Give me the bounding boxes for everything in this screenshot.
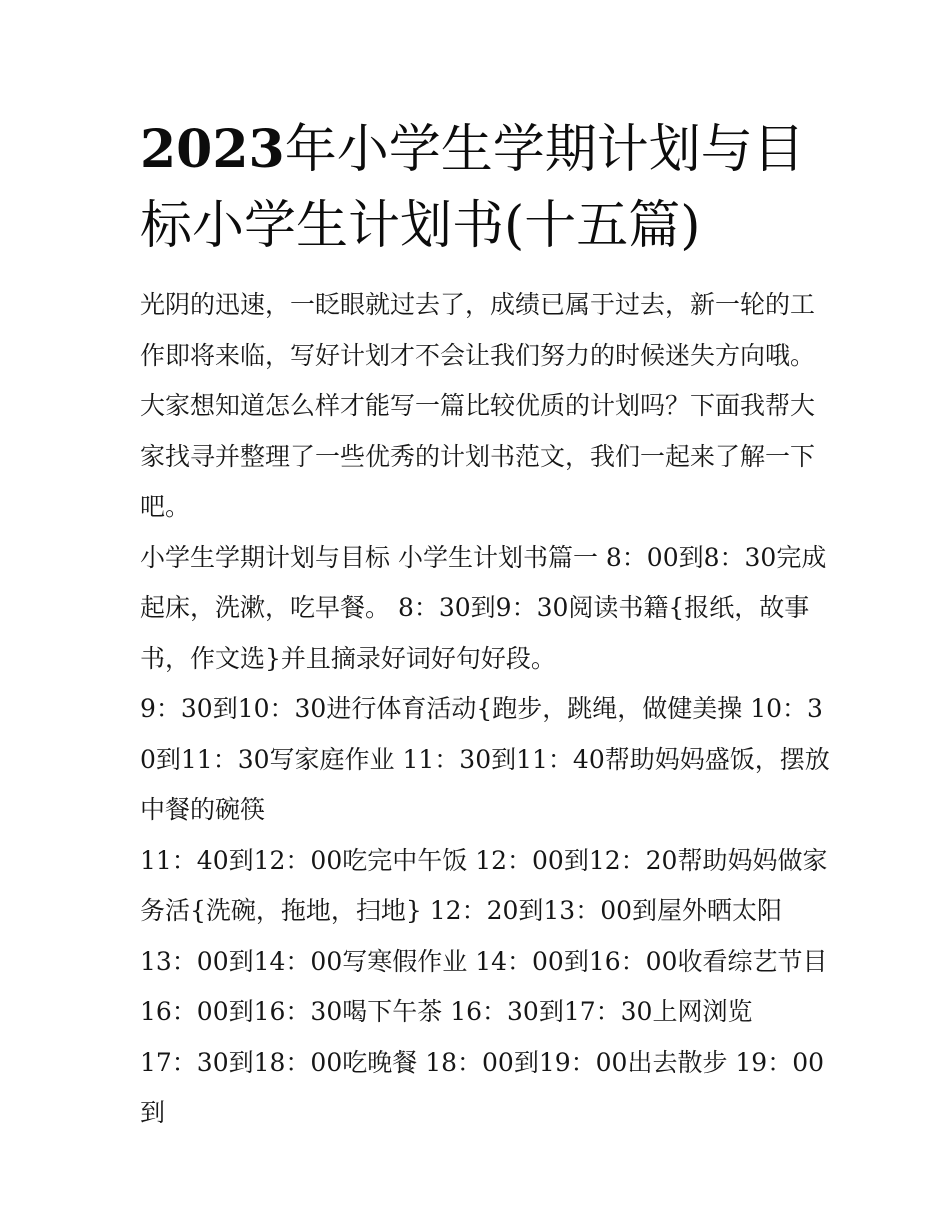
paragraph-schedule-3: 11：40到12：00吃完中午饭 12：00到12：20帮助妈妈做家务活{洗碗，拖地，扫地} 12：20到13：00到屋外晒太阳 (140, 845, 828, 925)
paragraph-schedule-4: 13：00到14：00写寒假作业 14：00到16：00收看综艺节目 (140, 946, 828, 976)
paragraph-schedule-1: 小学生学期计划与目标 小学生计划书篇一 8：00到8：30完成起床，洗漱，吃早餐。 8：30到9：30阅读书籍{报纸，故事书，作文选}并且摘录好词好句好段。 (140, 542, 827, 673)
paragraph-intro: 光阴的迅速，一眨眼就过去了，成绩已属于过去，新一轮的工作即将来临，写好计划才不会让我们努力的时候迷失方向哦。大家想知道怎么样才能写一篇比较优质的计划吗？下面我帮大家找寻并整理了一些优秀的计划书范文，我们一起来了解一下吧。 (140, 290, 816, 521)
document-title (140, 112, 830, 264)
paragraph-schedule-5: 16：00到16：30喝下午茶 16：30到17：30上网浏览 (140, 997, 753, 1026)
document-body (140, 280, 830, 1139)
paragraph-schedule-6: 17：30到18：00吃晚餐 18：00到19：00出去散步 19：00到 (140, 1047, 825, 1127)
paragraph-schedule-2: 9：30到10：30进行体育活动{跑步，跳绳，做健美操 10：30到11：30写家庭作业 11：30到11：40帮助妈妈盛饭，摆放中餐的碗筷 (140, 694, 830, 824)
title-year: 2023 (140, 119, 285, 180)
title-text: 年小学生学期计划与目标小学生计划书(十五篇) (140, 120, 805, 256)
